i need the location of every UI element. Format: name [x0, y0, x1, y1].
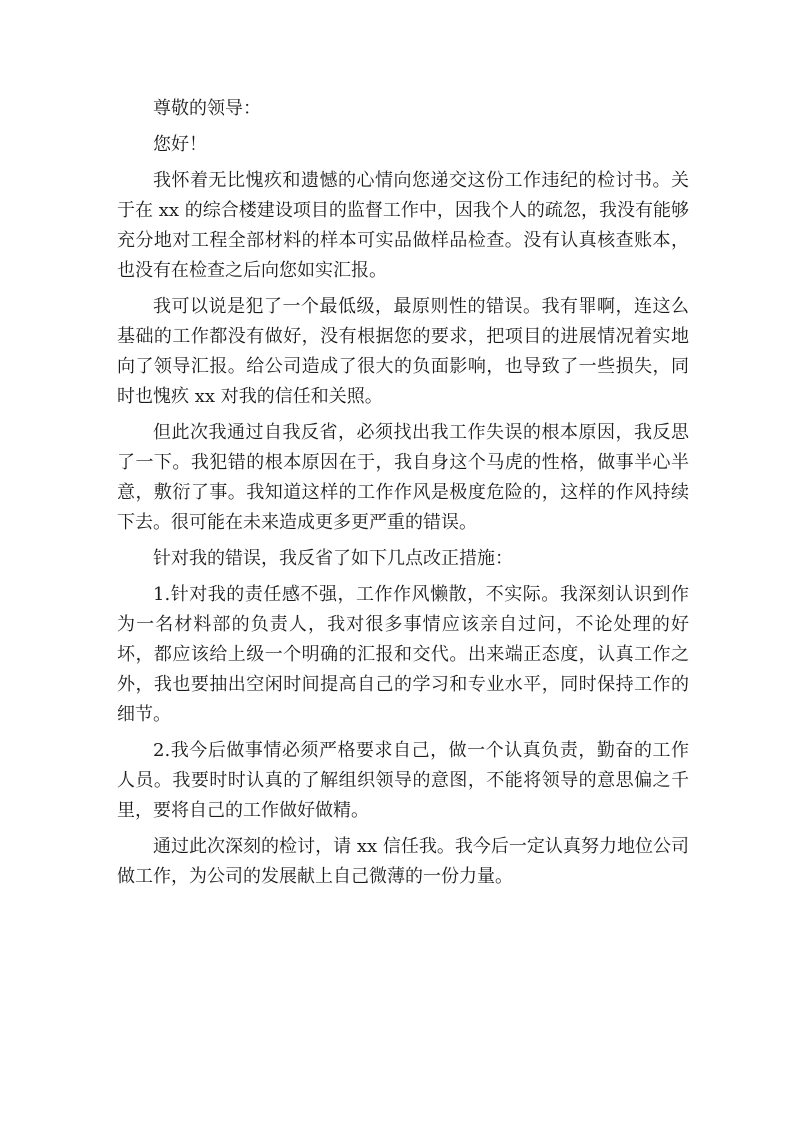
paragraph-admission: 我可以说是犯了一个最低级，最原则性的错误。我有罪啊，连这么基础的工作都没有做好，没有根据您的要求，把项目的进展情况着实地向了领导汇报。给公司造成了很大的负面影响，也导致了一些损失，同时也愧疚 xx 对我的信任和关照。	[117, 296, 689, 407]
paragraph-root-cause: 但此次我通过自我反省，必须找出我工作失误的根本原因，我反思了一下。我犯错的根本原因在于，我自身这个马虎的性格，做事半心半意，敷衍了事。我知道这样的工作作风是极度危险的，这样的作风持续下去。很可能在未来造成更多更严重的错误。	[117, 422, 689, 533]
paragraph-apology: 我怀着无比愧疚和遗憾的心情向您递交这份工作违纪的检讨书。关于在 xx 的综合楼建设项目的监督工作中，因我个人的疏忽，我没有能够充分地对工程全部材料的样本可实品做样品检查。没有认真核查账本，也没有在检查之后向您如实汇报。	[117, 170, 689, 281]
letter-body	[117, 94, 689, 898]
paragraph-measures-intro: 针对我的错误，我反省了如下几点改正措施：	[153, 548, 513, 569]
paragraph-measure-2: 2.我今后做事情必须严格要求自己，做一个认真负责，勤奋的工作人员。我要时时认真的了解组织领导的意图，不能将领导的意思偏之千里，要将自己的工作做好做精。	[117, 740, 689, 821]
paragraph-closing: 通过此次深刻的检讨，请 xx 信任我。我今后一定认真努力地位公司做工作，为公司的发展献上自己微薄的一份力量。	[117, 836, 689, 887]
paragraph-measure-1: 1.针对我的责任感不强，工作作风懒散，不实际。我深刻认识到作为一名材料部的负责人，我对很多事情应该亲自过问，不论处理的好坏，都应该给上级一个明确的汇报和交代。出来端正态度，认真工作之外，我也要抽出空闲时间提高自己的学习和专业水平，同时保持工作的细节。	[117, 584, 689, 725]
greeting: 您好！	[153, 134, 207, 155]
salutation: 尊敬的领导：	[153, 98, 261, 119]
